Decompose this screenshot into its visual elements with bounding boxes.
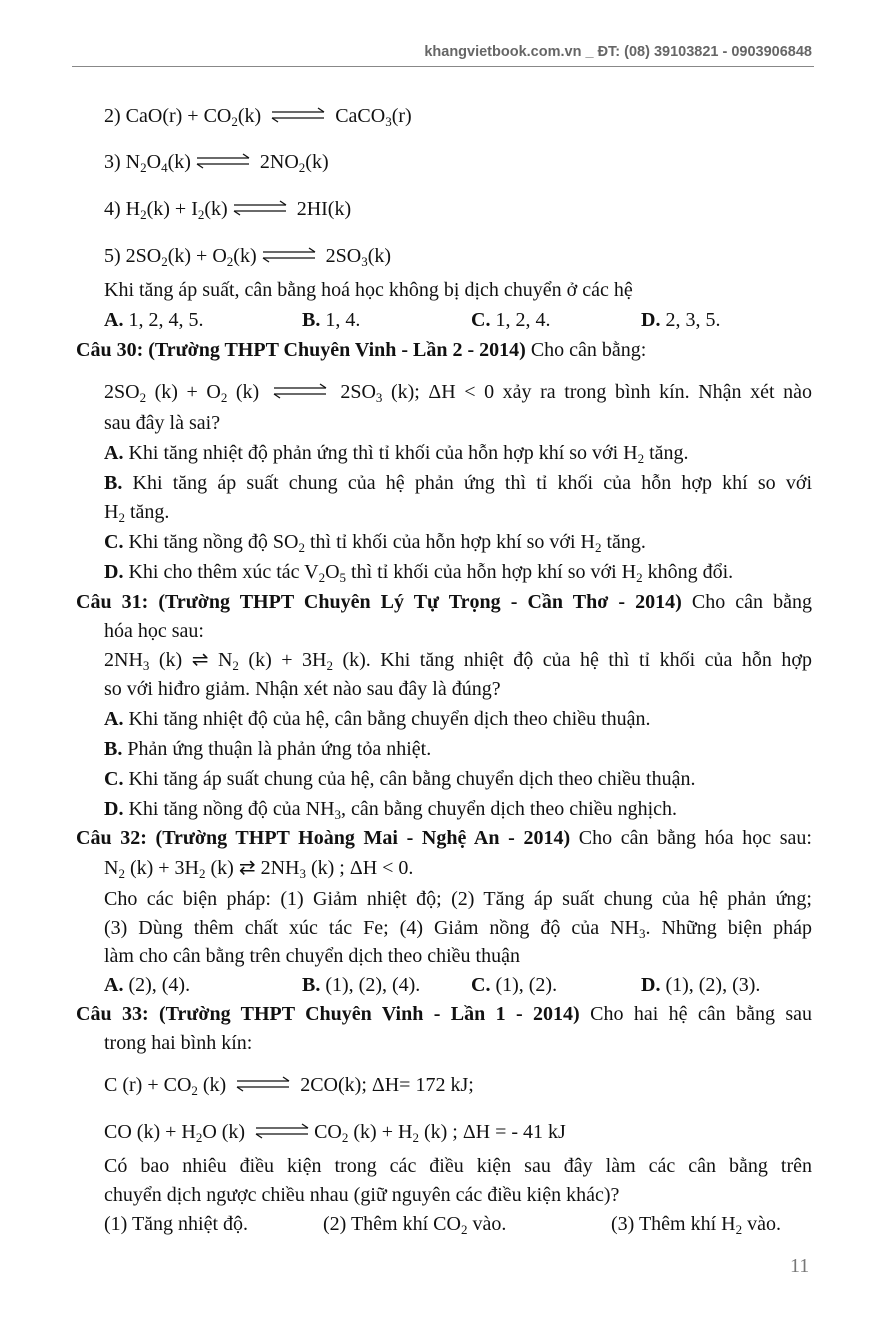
subscript: 3	[142, 658, 150, 673]
subscript: 2	[199, 866, 206, 881]
answer-option	[641, 973, 760, 997]
text-line	[104, 500, 169, 524]
subscript: 2	[140, 160, 147, 175]
text: (k)	[367, 245, 392, 267]
text: 2CO(k); ΔH= 172 kJ;	[295, 1074, 474, 1096]
text: 2SO	[331, 381, 376, 403]
bold-text: D.	[104, 561, 124, 583]
text: Khi cho thêm xúc tác V	[123, 561, 319, 583]
subscript: 2	[232, 658, 239, 673]
subscript: 2	[161, 254, 168, 269]
text: 2SO	[104, 381, 140, 403]
text-line	[104, 767, 695, 791]
header-divider	[72, 66, 814, 67]
text: 4) H	[104, 198, 141, 220]
text-line	[104, 380, 812, 405]
subscript: 2	[139, 390, 147, 405]
text-line	[104, 1120, 566, 1145]
text: (2), (4).	[123, 974, 191, 996]
text: 5) 2SO	[104, 245, 162, 267]
subscript: 2	[636, 570, 643, 585]
answer-option	[104, 308, 203, 332]
page-number: 11	[790, 1255, 810, 1277]
text: (k)	[233, 245, 257, 267]
text: 2) CaO(r) + CO	[104, 105, 232, 127]
subscript: 2	[191, 1083, 198, 1098]
subscript: 3	[361, 254, 368, 269]
subscript: 3	[299, 866, 306, 881]
equilibrium-arrow-icon	[261, 245, 317, 269]
text: vào.	[467, 1213, 507, 1235]
text-line	[104, 411, 220, 435]
text: (3) Thêm khí H	[611, 1213, 736, 1235]
subscript: 3	[375, 390, 383, 405]
text: (k) + I	[146, 198, 198, 220]
text: (k)	[227, 381, 268, 403]
subscript: 4	[161, 160, 168, 175]
text: (1) Tăng nhiệt độ.	[104, 1213, 249, 1235]
bold-text: B.	[104, 738, 123, 760]
text: 1, 4.	[320, 309, 361, 331]
text: (k) + H	[348, 1121, 413, 1143]
text-line	[104, 1031, 252, 1055]
answer-option	[611, 1212, 781, 1236]
subscript: 2	[231, 114, 238, 129]
text: . Những biện pháp	[645, 917, 813, 939]
text: Khi tăng áp suất chung của hệ, cân bằng chuyển dịch theo chiều thuận.	[123, 768, 696, 790]
subscript: 2	[735, 1222, 743, 1237]
text: CaCO	[330, 105, 386, 127]
text: Cho cân bằng	[681, 591, 812, 613]
text: 2SO	[320, 245, 362, 267]
text: O (k)	[202, 1121, 251, 1143]
answer-option	[302, 973, 420, 997]
text-line	[104, 707, 651, 731]
text-line	[104, 278, 633, 302]
text: tăng.	[644, 442, 689, 464]
subscript: 2	[412, 1130, 419, 1145]
subscript: 3	[334, 807, 342, 822]
text-line	[104, 560, 733, 584]
subscript: 2	[220, 390, 228, 405]
text: Cho hai hệ cân bằng sau	[579, 1003, 812, 1025]
text: C (r) + CO	[104, 1074, 192, 1096]
text: O	[325, 561, 340, 583]
answer-option	[641, 308, 720, 332]
text: không đổi.	[642, 561, 734, 583]
text-line	[104, 471, 812, 495]
text: Cho cân bằng:	[525, 339, 647, 361]
text: , cân bằng chuyển dịch theo chiều nghịch.	[341, 798, 678, 820]
bold-text: A.	[104, 309, 124, 331]
bold-text: Câu 32: (Trường THPT Hoàng Mai - Nghệ An - 2014)	[76, 827, 571, 849]
text: (k) + 3H	[238, 649, 327, 671]
text: (1), (2), (4).	[320, 974, 421, 996]
text-line	[104, 887, 812, 911]
text: H	[104, 501, 119, 523]
text-line	[104, 197, 351, 222]
text-line	[104, 916, 812, 940]
text: làm cho cân bằng trên chuyển dịch theo chiều thuận	[104, 945, 520, 967]
bold-text: C.	[471, 974, 491, 996]
text-line	[104, 1073, 474, 1098]
text-line	[104, 104, 412, 129]
bold-text: C.	[104, 531, 124, 553]
bold-text: C.	[104, 768, 124, 790]
text: chuyển dịch ngược chiều nhau (giữ nguyên các điều kiện khác)?	[104, 1184, 620, 1206]
text: (k) ⇌ N	[149, 649, 233, 671]
answer-option	[323, 1212, 506, 1236]
text: (k)	[197, 1074, 232, 1096]
text: (3) Dùng thêm chất xúc tác Fe; (4) Giảm nồng độ của NH	[104, 917, 639, 939]
page-header: khangvietbook.com.vn _ ĐT: (08) 39103821 - 0903906848	[424, 44, 812, 60]
text: Phản ứng thuận là phản ứng tỏa nhiệt.	[122, 738, 432, 760]
text: (k) + O	[167, 245, 227, 267]
text: (1), (2).	[490, 974, 558, 996]
text-line	[104, 797, 677, 821]
text: thì tỉ khối của hỗn hợp khí so với H	[304, 531, 595, 553]
text: tăng.	[124, 501, 170, 523]
bold-text: B.	[302, 974, 321, 996]
bold-text: Câu 33: (Trường THPT Chuyên Vinh - Lần 1 - 2014)	[76, 1003, 580, 1025]
text: (k) ; ΔH < 0.	[305, 857, 414, 879]
equilibrium-arrow-icon	[195, 151, 251, 175]
question-heading	[76, 826, 812, 850]
text: (2) Thêm khí CO	[323, 1213, 461, 1235]
text-line	[104, 441, 689, 465]
text-line	[104, 944, 520, 968]
subscript: 2	[197, 207, 205, 222]
subscript: 2	[298, 160, 306, 175]
subscript: 2	[118, 510, 125, 525]
subscript: 2	[326, 658, 333, 673]
subscript: 3	[385, 114, 392, 129]
subscript: 3	[638, 926, 646, 941]
subscript: 2	[318, 570, 326, 585]
text-line	[104, 856, 413, 880]
subscript: 2	[118, 866, 125, 881]
text: Khi tăng áp suất chung của hệ phản ứng thì tỉ khối của hỗn hợp khí so với	[122, 472, 812, 494]
text: sau đây là sai?	[104, 412, 221, 434]
subscript: 2	[195, 1130, 203, 1145]
text: thì tỉ khối của hỗn hợp khí so với H	[346, 561, 637, 583]
answer-option	[471, 308, 550, 332]
text: 1, 2, 4, 5.	[123, 309, 204, 331]
text: (k) ; ΔH = - 41 kJ	[418, 1121, 566, 1143]
subscript: 2	[140, 207, 147, 222]
question-heading	[76, 338, 646, 362]
text-line	[104, 1154, 812, 1178]
question-heading	[76, 1002, 812, 1026]
text: Cho các biện pháp: (1) Giảm nhiệt độ; (2) Tăng áp suất chung của hệ phản ứng;	[104, 888, 812, 910]
text: (k)	[204, 198, 228, 220]
text: hóa học sau:	[104, 620, 204, 642]
subscript: 2	[226, 254, 234, 269]
text-line	[104, 530, 646, 554]
text-line	[104, 244, 391, 269]
text-line	[104, 619, 204, 643]
text-line	[104, 737, 431, 761]
equilibrium-arrow-icon	[272, 381, 328, 405]
text: (k)	[305, 151, 329, 173]
subscript: 2	[637, 451, 645, 466]
text: Khi tăng nhiệt độ của hệ, cân bằng chuyển dịch theo chiều thuận.	[123, 708, 651, 730]
text: CO (k) + H	[104, 1121, 196, 1143]
bold-text: Câu 30: (Trường THPT Chuyên Vinh - Lần 2 - 2014)	[76, 339, 526, 361]
answer-option	[302, 308, 360, 332]
answer-option	[471, 973, 557, 997]
text: Có bao nhiêu điều kiện trong các điều kiện sau đây làm các cân bằng trên	[104, 1155, 812, 1177]
text: (k)	[167, 151, 191, 173]
text: (1), (2), (3).	[660, 974, 761, 996]
question-heading	[76, 590, 812, 614]
bold-text: D.	[104, 798, 124, 820]
text-line	[104, 1183, 619, 1207]
text: 2, 3, 5.	[660, 309, 721, 331]
text: 1, 2, 4.	[490, 309, 551, 331]
subscript: 5	[339, 570, 347, 585]
text: (k) + O	[146, 381, 221, 403]
bold-text: C.	[471, 309, 491, 331]
text: 3) N	[104, 151, 141, 173]
subscript: 2	[460, 1222, 468, 1237]
equilibrium-arrow-icon	[235, 1074, 291, 1098]
text: 2HI(k)	[291, 198, 352, 220]
text: Khi tăng nồng độ của NH	[123, 798, 335, 820]
subscript: 2	[298, 540, 305, 555]
text: CO	[314, 1121, 342, 1143]
text: 2NO	[254, 151, 299, 173]
equilibrium-arrow-icon	[254, 1121, 310, 1145]
text-line	[104, 648, 812, 672]
equilibrium-arrow-icon	[232, 198, 288, 222]
text: vào.	[742, 1213, 781, 1235]
text: Cho cân bằng hóa học sau:	[570, 827, 812, 849]
bold-text: A.	[104, 974, 124, 996]
bold-text: D.	[641, 309, 661, 331]
text: (k) + 3H	[124, 857, 199, 879]
text: (k). Khi tăng nhiệt độ của hệ thì tỉ khối của hỗn hợp	[332, 649, 812, 671]
subscript: 2	[341, 1130, 349, 1145]
text: so với hiđro giảm. Nhận xét nào sau đây là đúng?	[104, 678, 501, 700]
text: trong hai bình kín:	[104, 1032, 253, 1054]
equilibrium-arrow-icon	[270, 105, 326, 129]
text: Khi tăng nồng độ SO	[123, 531, 299, 553]
text: N	[104, 857, 119, 879]
text: (r)	[391, 105, 412, 127]
answer-option	[104, 1212, 248, 1236]
text-line	[104, 677, 501, 701]
text: (k)	[237, 105, 267, 127]
text: 2NH	[104, 649, 143, 671]
text: Khi tăng nhiệt độ phản ứng thì tỉ khối của hỗn hợp khí so với H	[123, 442, 638, 464]
text-line	[104, 150, 329, 175]
bold-text: A.	[104, 708, 124, 730]
text: (k) ⇄ 2NH	[205, 857, 300, 879]
bold-text: B.	[104, 472, 123, 494]
text: tăng.	[601, 531, 646, 553]
subscript: 2	[594, 540, 602, 555]
text: (k); ΔH < 0 xảy ra trong bình kín. Nhận xét nào	[382, 381, 812, 403]
bold-text: B.	[302, 309, 321, 331]
bold-text: A.	[104, 442, 124, 464]
text: Khi tăng áp suất, cân bằng hoá học không bị dịch chuyển ở các hệ	[104, 279, 633, 301]
answer-option	[104, 973, 190, 997]
text: O	[146, 151, 162, 173]
bold-text: Câu 31: (Trường THPT Chuyên Lý Tự Trọng - Cần Thơ - 2014)	[76, 591, 682, 613]
bold-text: D.	[641, 974, 661, 996]
